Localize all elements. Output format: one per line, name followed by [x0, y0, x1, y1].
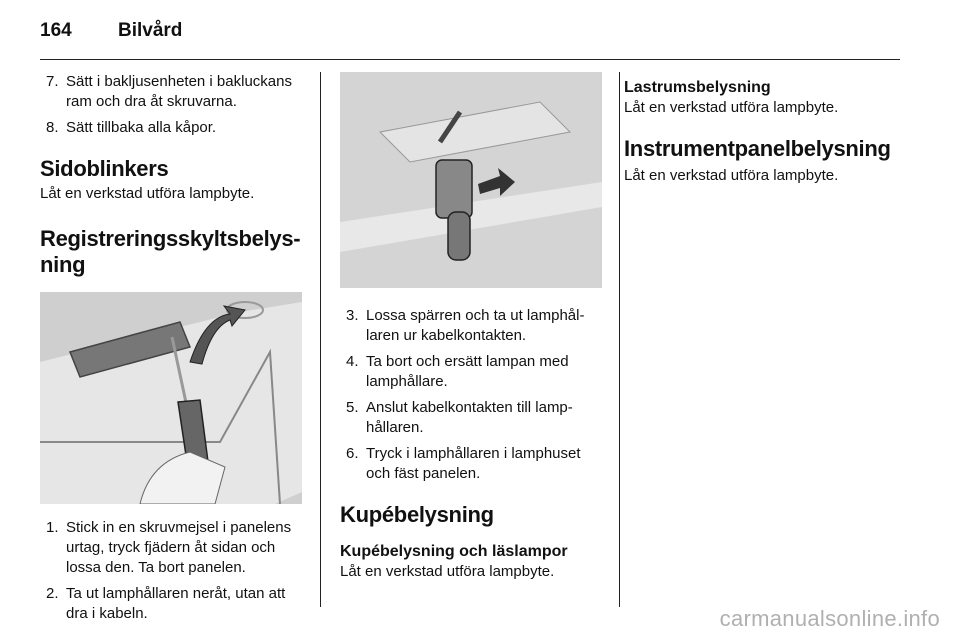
instrument-text: Låt en verkstad utföra lampbyte. — [624, 167, 839, 184]
figure-lamp-holder — [340, 72, 602, 288]
list-item: 7. Sätt i bakljusenheten i bakluckans ram och dra åt skruvarna. — [46, 73, 292, 110]
page-title: Bilvård — [118, 20, 183, 41]
list-item: 5. Anslut kabelkontakten till lamphållaren. — [346, 399, 573, 436]
steps-list-top — [40, 72, 308, 138]
watermark: carmanualsonline.info — [719, 606, 940, 631]
column-1 — [40, 72, 308, 630]
page-number: 164 — [40, 20, 72, 41]
heading-instrument-panel: Instrumentpanelbelysning — [624, 136, 891, 161]
lastrum-text: Låt en verkstad utföra lampbyte. — [624, 99, 839, 116]
sidoblinkers-text: Låt en verkstad utföra lampbyte. — [40, 185, 255, 202]
heading-lastrum: Lastrumsbelysning — [624, 79, 771, 96]
steps-list-bottom — [40, 518, 308, 624]
figure-screwdriver-panel — [40, 292, 302, 504]
column-2 — [340, 72, 602, 582]
column-3 — [624, 72, 904, 186]
column-divider-2 — [619, 72, 620, 607]
heading-kupe: Kupébelysning — [340, 502, 494, 527]
list-item: 1. Stick in en skruvmejsel i panelens urtag, tryck fjädern åt sidan och lossa den. Ta bort panelen. — [46, 519, 292, 576]
header-rule — [40, 59, 900, 60]
list-item: 6. Tryck i lamphållaren i lamphuset och fäst panelen. — [346, 445, 581, 482]
steps-list-middle — [340, 306, 602, 484]
kupe-text: Låt en verkstad utföra lampbyte. — [340, 563, 555, 580]
list-item: 3. Lossa spärren och ta ut lamphållaren ur kabelkontakten. — [346, 307, 585, 344]
list-item: 8. Sätt tillbaka alla kåpor. — [46, 119, 217, 136]
heading-sidoblinkers: Sidoblinkers — [40, 156, 169, 181]
list-item: 4. Ta bort och ersätt lampan med lamphållare. — [346, 353, 569, 390]
heading-registration-light: Registreringsskyltsbelys- ning — [40, 226, 301, 277]
list-item: 2. Ta ut lamphållaren neråt, utan att dra i kabeln. — [46, 585, 286, 622]
subheading-kupe-reading-lamps: Kupébelysning och läslampor — [340, 543, 568, 560]
column-divider-1 — [320, 72, 321, 607]
